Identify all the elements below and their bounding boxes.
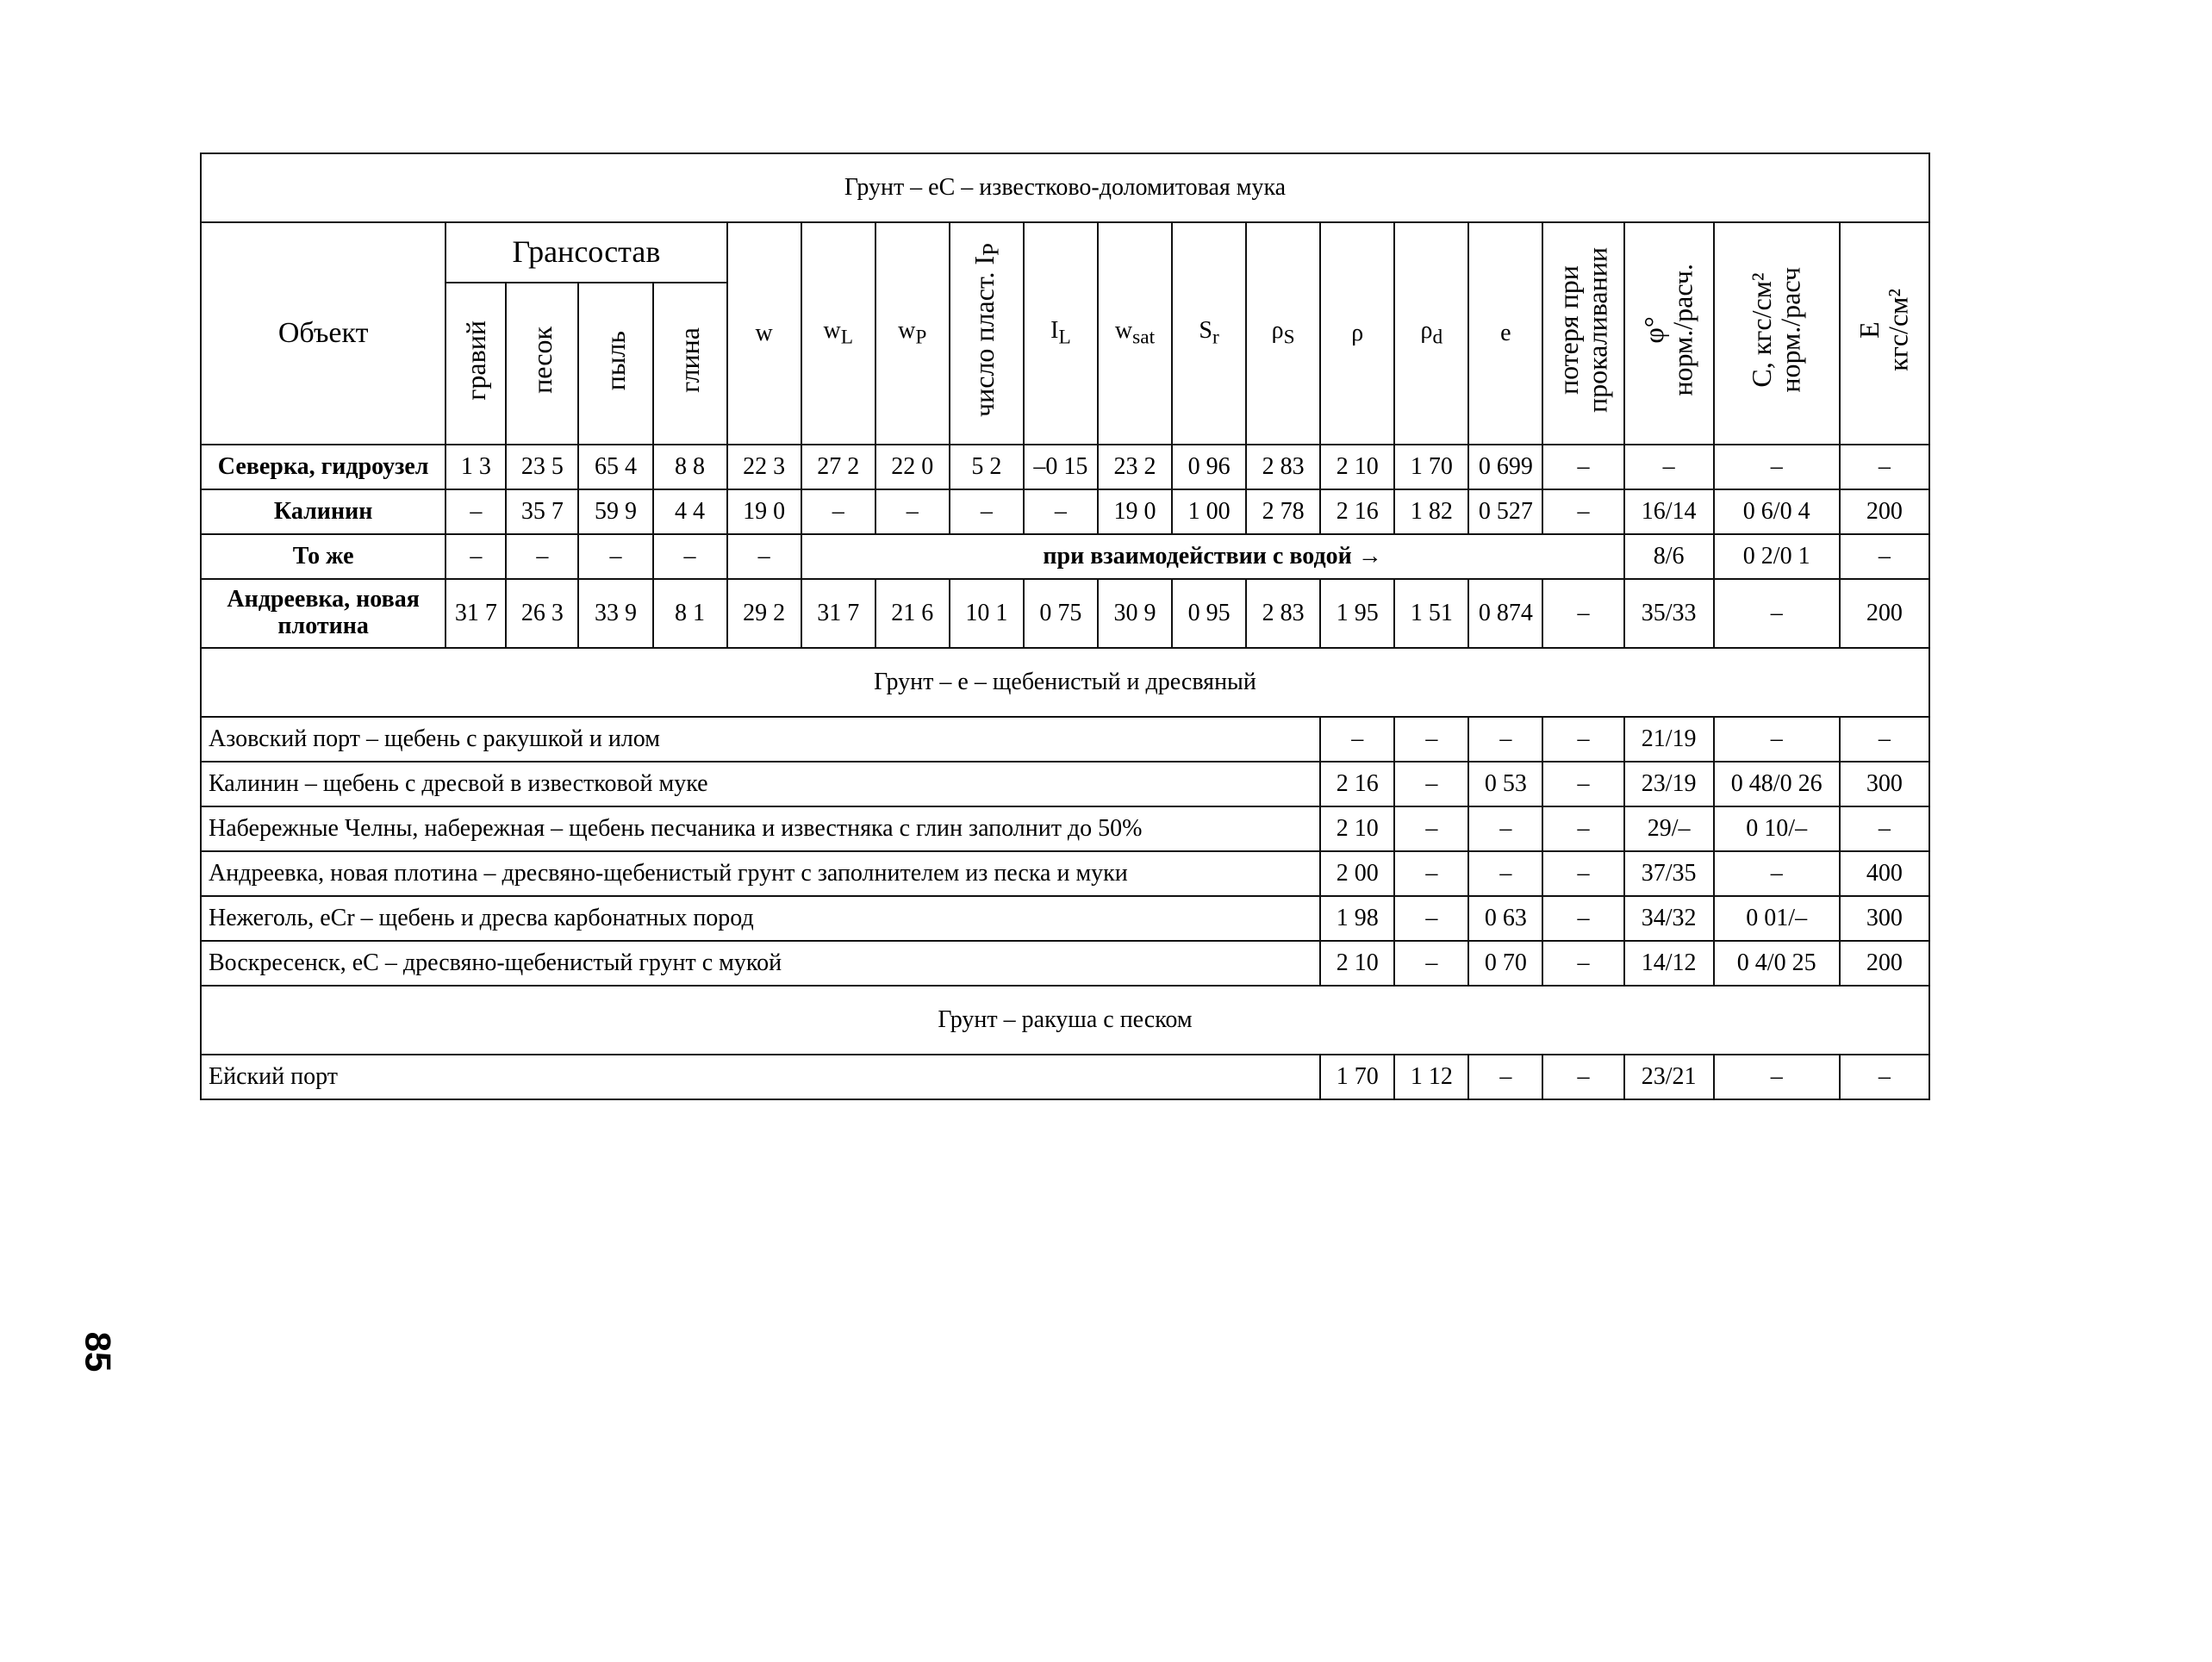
column-header-w: w	[727, 222, 801, 445]
value-cell: 0 75	[1024, 579, 1098, 648]
vertical-header: песок	[526, 327, 558, 395]
table-row	[201, 534, 1929, 579]
column-header-wl	[801, 222, 875, 445]
column-header-wsat	[1098, 222, 1172, 445]
header-base: w	[898, 316, 916, 344]
header-sub: L	[840, 326, 853, 349]
column-header-gravel	[446, 283, 506, 445]
value-cell: 0 527	[1468, 489, 1542, 534]
value-cell: 65 4	[578, 445, 652, 489]
value-cell: 30 9	[1098, 579, 1172, 648]
header-sub: P	[915, 326, 927, 349]
value-cell: 2 16	[1320, 762, 1394, 806]
value-cell: 1 51	[1394, 579, 1468, 648]
value-cell: 5 2	[950, 445, 1024, 489]
value-cell: 1 3	[446, 445, 506, 489]
header-sub: sat	[1132, 326, 1156, 349]
header-line: кгс/см²	[1882, 289, 1914, 371]
object-cell: Андреевка, новая плотина	[201, 579, 446, 648]
value-cell: 19 0	[1098, 489, 1172, 534]
table-row	[201, 806, 1929, 851]
value-cell: –	[1542, 851, 1623, 896]
value-cell: 2 78	[1246, 489, 1320, 534]
value-cell: 1 00	[1172, 489, 1246, 534]
column-header-rho: ρ	[1320, 222, 1394, 445]
value-cell: 1 82	[1394, 489, 1468, 534]
value-cell: –	[1320, 717, 1394, 762]
value-cell: –	[653, 534, 727, 579]
value-cell: 0 6/0 4	[1714, 489, 1840, 534]
header-line: норм./расч.	[1667, 264, 1698, 396]
table-row	[201, 851, 1929, 896]
value-cell: 0 96	[1172, 445, 1246, 489]
header-base: число пласт. I	[969, 255, 1000, 418]
value-cell: 29 2	[727, 579, 801, 648]
value-cell: 0 01/–	[1714, 896, 1840, 941]
value-cell: –	[506, 534, 578, 579]
column-header-ip	[950, 222, 1024, 445]
value-cell: 0 4/0 25	[1714, 941, 1840, 986]
table-row	[201, 717, 1929, 762]
column-header-e: e	[1468, 222, 1542, 445]
value-cell: 1 95	[1320, 579, 1394, 648]
column-header-sr	[1172, 222, 1246, 445]
value-cell: –	[1542, 1055, 1623, 1099]
object-cell: Калинин	[201, 489, 446, 534]
vertical-header: гравий	[459, 320, 491, 401]
object-description-cell: Андреевка, новая плотина – дресвяно-щебенистый грунт с заполнителем из песка и муки	[201, 851, 1320, 896]
header-sub: P	[977, 243, 1004, 256]
value-cell: 2 10	[1320, 941, 1394, 986]
value-cell: 300	[1840, 896, 1929, 941]
column-header-silt	[578, 283, 652, 445]
table-row	[201, 1055, 1929, 1099]
header-base: ρ	[1271, 316, 1284, 344]
value-cell: 200	[1840, 579, 1929, 648]
column-header-emod	[1840, 222, 1929, 445]
value-cell: 2 83	[1246, 445, 1320, 489]
value-cell: 35/33	[1624, 579, 1714, 648]
column-header-loss	[1542, 222, 1623, 445]
value-cell: –	[1024, 489, 1098, 534]
value-cell: –	[1542, 579, 1623, 648]
value-cell: 23 2	[1098, 445, 1172, 489]
vertical-header	[1855, 289, 1913, 371]
value-cell: 31 7	[801, 579, 875, 648]
value-cell: –	[1394, 762, 1468, 806]
value-cell: –	[1714, 851, 1840, 896]
value-cell: –	[1542, 762, 1623, 806]
value-cell: 0 10/–	[1714, 806, 1840, 851]
value-cell: 0 2/0 1	[1714, 534, 1840, 579]
value-cell: –	[1542, 941, 1623, 986]
value-cell: 16/14	[1624, 489, 1714, 534]
value-cell: 0 699	[1468, 445, 1542, 489]
value-cell: –	[1468, 806, 1542, 851]
value-cell: –	[875, 489, 950, 534]
value-cell: –	[1624, 445, 1714, 489]
value-cell: 2 00	[1320, 851, 1394, 896]
value-cell: 29/–	[1624, 806, 1714, 851]
vertical-header	[1748, 267, 1805, 393]
value-cell: –	[1468, 851, 1542, 896]
value-cell: –	[1714, 579, 1840, 648]
value-cell: 10 1	[950, 579, 1024, 648]
section3-body	[201, 1055, 1929, 1099]
section-header-row	[201, 648, 1929, 717]
soil-properties-table	[200, 153, 1930, 1100]
value-cell: –	[1714, 445, 1840, 489]
column-header-clay	[653, 283, 727, 445]
value-cell: 37/35	[1624, 851, 1714, 896]
header-sub: S	[1283, 326, 1295, 349]
column-header-c	[1714, 222, 1840, 445]
section-title: Грунт – еС – известково-доломитовая мука	[201, 153, 1929, 222]
value-cell: 0 63	[1468, 896, 1542, 941]
value-cell: –	[1714, 1055, 1840, 1099]
value-cell: –	[1714, 717, 1840, 762]
value-cell: 21/19	[1624, 717, 1714, 762]
header-base: I	[1050, 316, 1059, 344]
section-title: Грунт – е – щебенистый и дресвяный	[201, 648, 1929, 717]
value-cell: –	[1840, 1055, 1929, 1099]
value-cell: 400	[1840, 851, 1929, 896]
value-cell: 0 95	[1172, 579, 1246, 648]
value-cell: 31 7	[446, 579, 506, 648]
value-cell: –	[1840, 534, 1929, 579]
value-cell: 0 70	[1468, 941, 1542, 986]
column-header-il	[1024, 222, 1098, 445]
value-cell: 35 7	[506, 489, 578, 534]
table-row	[201, 762, 1929, 806]
vertical-header: глина	[673, 327, 705, 394]
header-line: норм./расч	[1774, 267, 1806, 393]
value-cell: 1 70	[1394, 445, 1468, 489]
object-cell: То же	[201, 534, 446, 579]
value-cell: –	[446, 489, 506, 534]
value-cell: 2 10	[1320, 806, 1394, 851]
value-cell: 1 12	[1394, 1055, 1468, 1099]
vertical-header	[1637, 264, 1698, 396]
value-cell: –	[1394, 851, 1468, 896]
value-cell: 200	[1840, 941, 1929, 986]
value-cell: –	[1394, 806, 1468, 851]
column-header-rhos	[1246, 222, 1320, 445]
value-cell: –	[1468, 1055, 1542, 1099]
value-cell: –	[1394, 717, 1468, 762]
note-cell: при взаимодействии с водой →	[801, 534, 1624, 579]
object-description-cell: Нежеголь, еСr – щебень и дресва карбонатных пород	[201, 896, 1320, 941]
value-cell: 1 98	[1320, 896, 1394, 941]
section-header-row	[201, 153, 1929, 222]
value-cell: –	[1542, 445, 1623, 489]
value-cell: –	[801, 489, 875, 534]
value-cell: 22 0	[875, 445, 950, 489]
header-base: w	[1114, 316, 1133, 344]
value-cell: –	[727, 534, 801, 579]
value-cell: –	[446, 534, 506, 579]
value-cell: 23 5	[506, 445, 578, 489]
value-cell: –0 15	[1024, 445, 1098, 489]
value-cell: 0 874	[1468, 579, 1542, 648]
value-cell: 21 6	[875, 579, 950, 648]
value-cell: 27 2	[801, 445, 875, 489]
value-cell: –	[1394, 941, 1468, 986]
table-row	[201, 489, 1929, 534]
value-cell: –	[1542, 489, 1623, 534]
table-row	[201, 941, 1929, 986]
header-sub: L	[1058, 326, 1071, 349]
value-cell: 34/32	[1624, 896, 1714, 941]
object-description-cell: Воскресенск, еС – дресвяно-щебенистый грунт с мукой	[201, 941, 1320, 986]
value-cell: 8/6	[1624, 534, 1714, 579]
value-cell: 0 48/0 26	[1714, 762, 1840, 806]
value-cell: 8 1	[653, 579, 727, 648]
value-cell: –	[1394, 896, 1468, 941]
value-cell: –	[1542, 806, 1623, 851]
value-cell: –	[1840, 717, 1929, 762]
section1-body	[201, 445, 1929, 648]
vertical-header: пыль	[599, 330, 631, 390]
column-group-granulometry: Грансостав	[446, 222, 726, 283]
value-cell: 23/21	[1624, 1055, 1714, 1099]
value-cell: –	[950, 489, 1024, 534]
value-cell: 2 10	[1320, 445, 1394, 489]
value-cell: 2 83	[1246, 579, 1320, 648]
header-base: w	[823, 316, 841, 344]
value-cell: 1 70	[1320, 1055, 1394, 1099]
value-cell: –	[1840, 806, 1929, 851]
value-cell: –	[578, 534, 652, 579]
section-header-row	[201, 986, 1929, 1055]
column-header-object: Объект	[201, 222, 446, 445]
object-description-cell: Азовский порт – щебень с ракушкой и илом	[201, 717, 1320, 762]
value-cell: 23/19	[1624, 762, 1714, 806]
section-title: Грунт – ракуша с песком	[201, 986, 1929, 1055]
object-cell: Северка, гидроузел	[201, 445, 446, 489]
column-header-phi	[1624, 222, 1714, 445]
table-row	[201, 896, 1929, 941]
header-line: φ°	[1637, 316, 1669, 344]
value-cell: 19 0	[727, 489, 801, 534]
header-line: потеря при	[1552, 265, 1584, 395]
section2-body	[201, 717, 1929, 986]
vertical-header	[970, 243, 1002, 417]
value-cell: 26 3	[506, 579, 578, 648]
value-cell: –	[1840, 445, 1929, 489]
header-line: С, кгс/см²	[1746, 272, 1778, 388]
value-cell: 300	[1840, 762, 1929, 806]
value-cell: 22 3	[727, 445, 801, 489]
value-cell: 59 9	[578, 489, 652, 534]
column-header-row	[201, 222, 1929, 283]
header-sub: r	[1212, 326, 1219, 349]
table-row	[201, 445, 1929, 489]
object-description-cell: Набережные Челны, набережная – щебень песчаника и известняка с глин заполнит до 50%	[201, 806, 1320, 851]
object-description-cell: Калинин – щебень с дресвой в известковой муке	[201, 762, 1320, 806]
value-cell: 14/12	[1624, 941, 1714, 986]
table-row	[201, 579, 1929, 648]
value-cell: 0 53	[1468, 762, 1542, 806]
page-number: 85	[78, 1331, 119, 1373]
value-cell: –	[1542, 896, 1623, 941]
vertical-header	[1552, 247, 1613, 414]
value-cell: 4 4	[653, 489, 727, 534]
header-line: Е	[1854, 321, 1885, 339]
column-header-sand	[506, 283, 578, 445]
value-cell: 8 8	[653, 445, 727, 489]
value-cell: 33 9	[578, 579, 652, 648]
header-base: ρ	[1420, 316, 1433, 344]
header-base: S	[1199, 316, 1212, 344]
column-header-rhod	[1394, 222, 1468, 445]
header-sub: d	[1432, 326, 1443, 349]
value-cell: 2 16	[1320, 489, 1394, 534]
value-cell: –	[1468, 717, 1542, 762]
object-description-cell: Ейский порт	[201, 1055, 1320, 1099]
value-cell: 200	[1840, 489, 1929, 534]
column-header-wp	[875, 222, 950, 445]
header-line: прокаливании	[1581, 247, 1613, 414]
value-cell: –	[1542, 717, 1623, 762]
